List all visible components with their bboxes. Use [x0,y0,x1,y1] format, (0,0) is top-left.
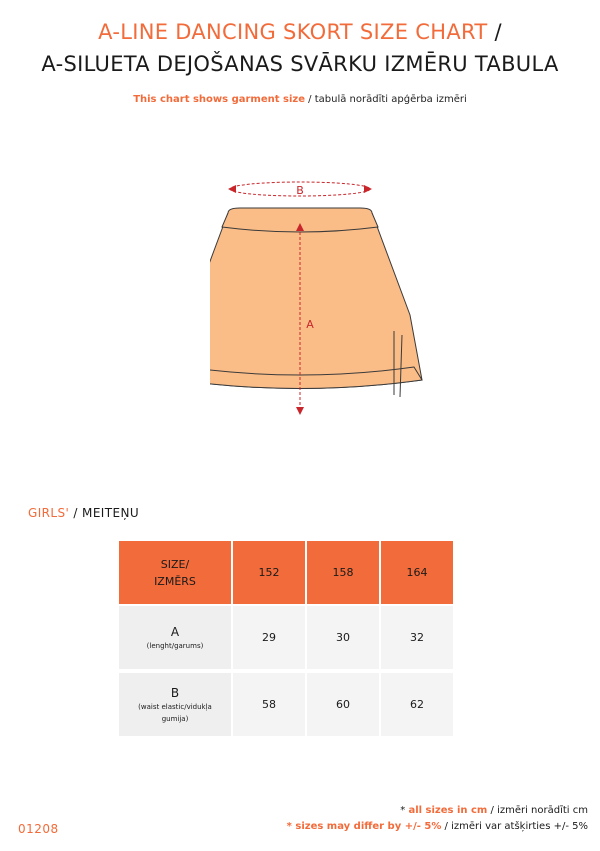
table-row [119,673,453,738]
table-row [119,606,453,671]
row-b-name: B [170,685,180,700]
title-en-text: A-LINE DANCING SKORT SIZE CHART [98,20,488,44]
footer-units-en: all sizes in cm [408,805,488,816]
subtitle [0,94,600,105]
title-latvian: A-SILUETA DEJOŠANAS SVĀRKU IZMĒRU TABULA [41,52,559,76]
cell-b-152: 58 [233,673,305,738]
row-label-a [119,606,231,671]
footer-units-lv: / izmēri norādīti cm [487,805,588,816]
subtitle-en: This chart shows garment size [133,94,305,105]
size-col-1: 152 [233,541,305,604]
skort-illustration [210,175,450,425]
measure-label-b: B [296,184,304,197]
footer-star-1: * [400,805,409,816]
waist-arrow-right [364,185,372,193]
title-english [0,20,600,44]
section-en: GIRLS' [28,506,70,520]
size-header-label: SIZE/ [160,557,190,571]
size-col-2: 158 [307,541,379,604]
footer-star-2: * [286,821,296,832]
title-separator: / [487,20,502,44]
row-a-name: A [170,624,180,639]
cell-b-164: 62 [381,673,453,738]
row-b-note-2: gumija) [161,714,189,723]
footer-tolerance-en: sizes may differ by +/- 5% [295,821,442,832]
cell-a-158: 30 [307,606,379,671]
measure-label-a: A [306,318,314,331]
section-lv: / MEITEŅU [69,506,140,520]
cell-a-152: 29 [233,606,305,671]
row-label-b [119,673,231,738]
waist-arrow-left [228,185,236,193]
footer-tolerance-lv: / izmēri var atšķirties +/- 5% [441,821,588,832]
size-header-label-lv: IZMĒRS [154,574,196,588]
cell-b-158: 60 [307,673,379,738]
size-header-cell [119,541,231,604]
length-arrow-bottom [296,407,304,415]
skirt-body [210,213,422,389]
section-heading [28,506,139,520]
size-col-3: 164 [381,541,453,604]
subtitle-lv: / tabulā norādīti apģērba izmēri [305,94,467,105]
size-header-row [119,541,453,604]
size-table [117,541,455,738]
row-a-note: (lenght/garums) [146,641,204,650]
row-b-note: (waist elastic/vidukļa [138,702,212,711]
footer-note-tolerance [287,821,588,832]
footer-note-units [400,805,588,816]
product-code: 01208 [18,822,59,836]
cell-a-164: 32 [381,606,453,671]
